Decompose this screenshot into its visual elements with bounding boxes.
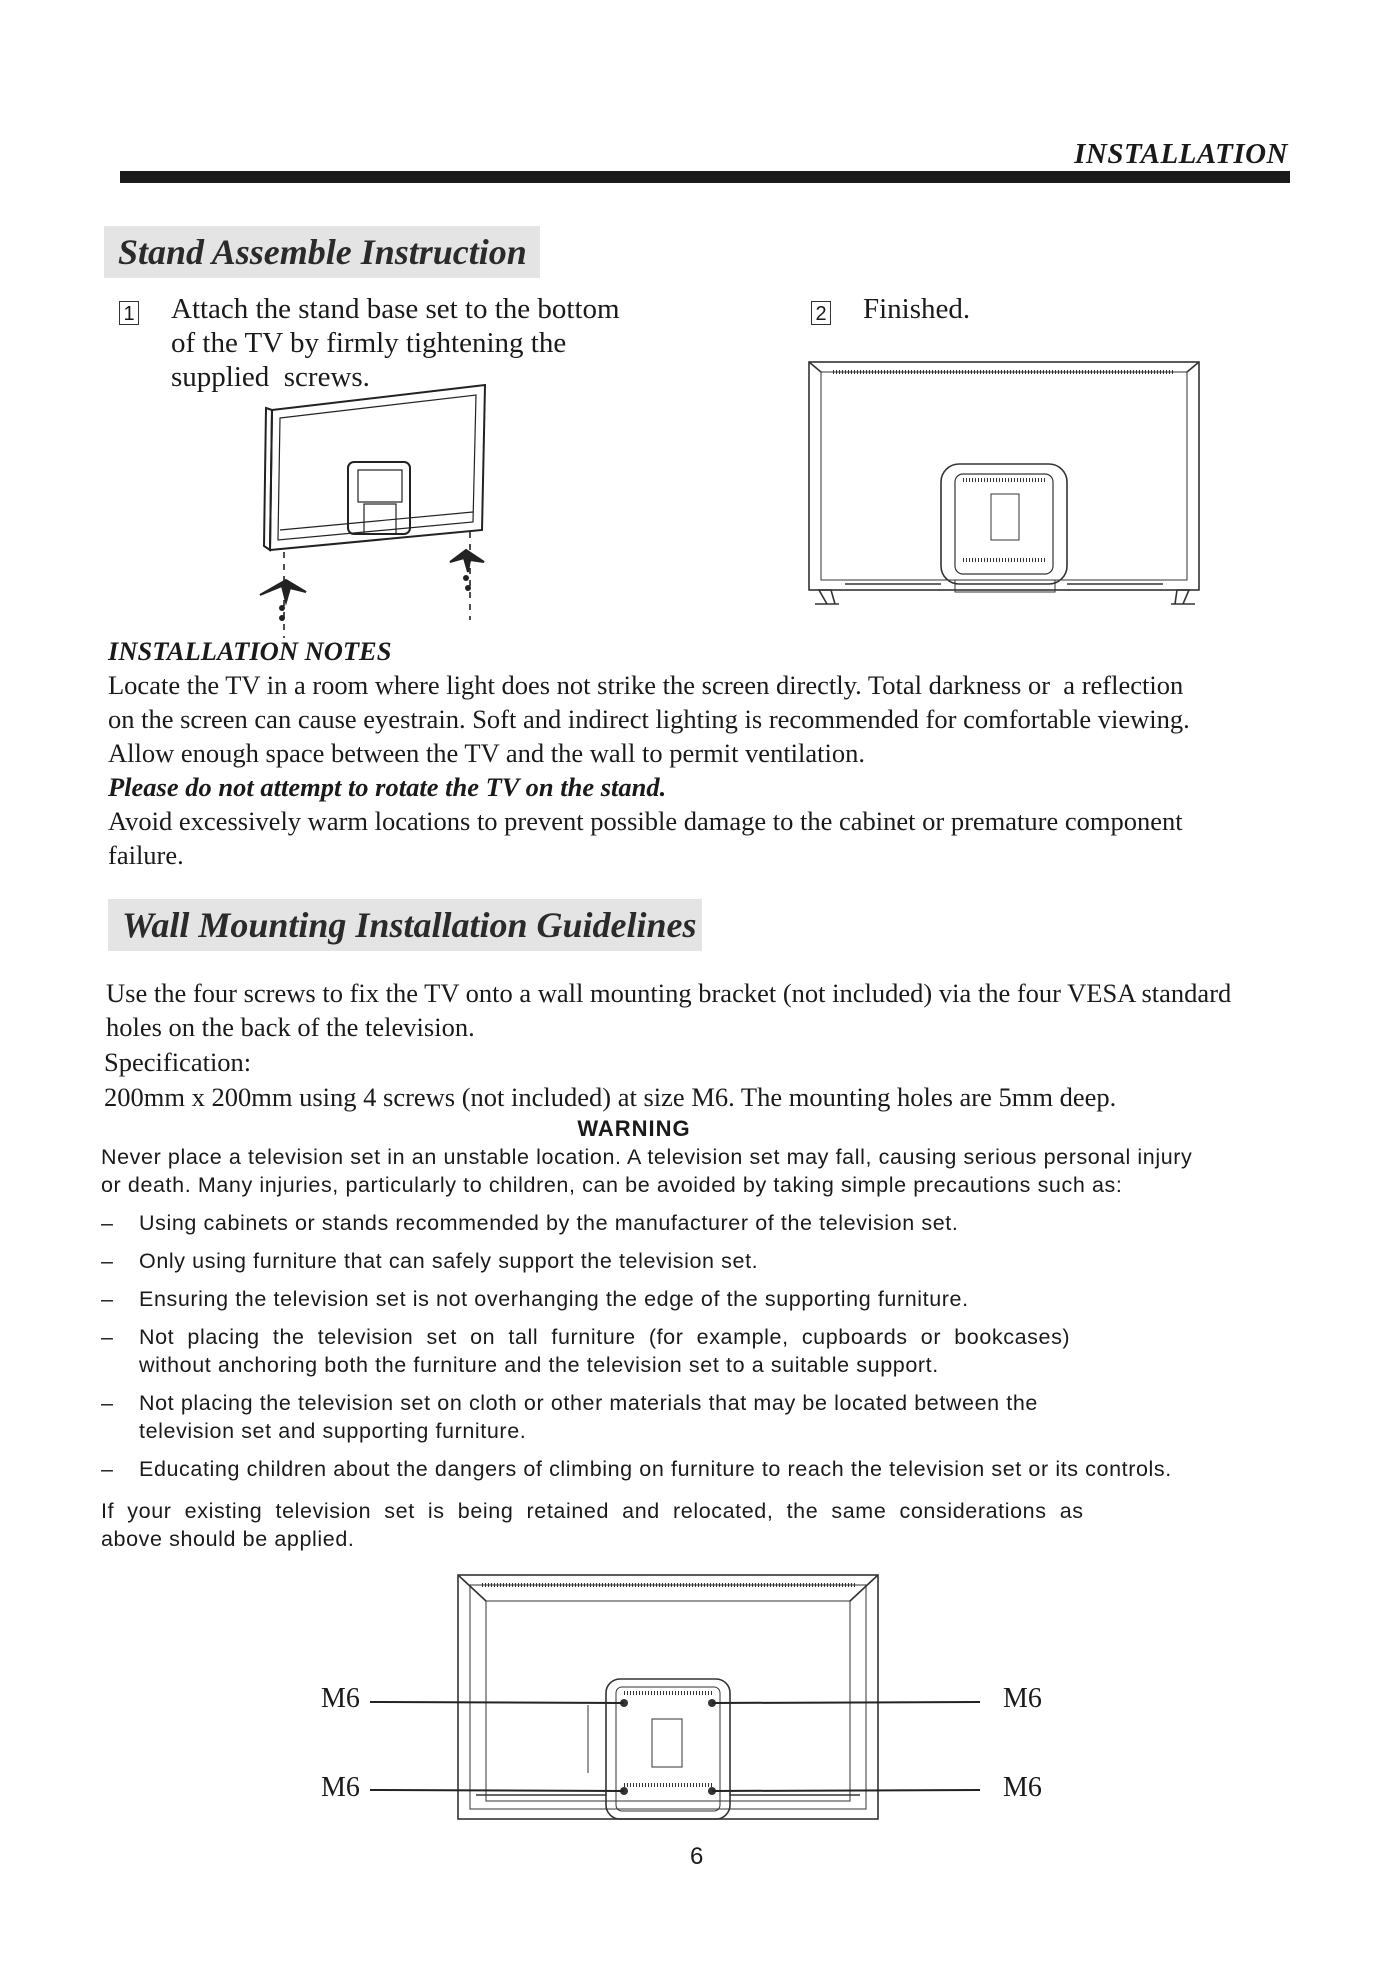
notes-line: Allow enough space between the TV and the wall to permit ventilation. — [108, 738, 866, 768]
screw-icon — [463, 575, 469, 581]
left-stand-foot — [260, 580, 306, 602]
warning-outro — [101, 1497, 1361, 1553]
stand-section-heading: Stand Assemble Instruction — [104, 226, 540, 278]
notes-heading: INSTALLATION NOTES — [108, 636, 392, 666]
warning-title: WARNING — [577, 1116, 691, 1141]
step-2-text: Finished. — [863, 293, 971, 325]
m6-label-bottom-right: M6 — [1003, 1772, 1042, 1803]
tv-back-panel — [270, 385, 485, 550]
header-rule — [120, 171, 1290, 183]
step-2-number: 2 — [811, 301, 831, 325]
m6-label-top-left: M6 — [321, 1683, 360, 1714]
tv-outer-frame — [809, 362, 1199, 590]
m6-label-bottom-left: M6 — [321, 1772, 360, 1803]
spec-label: Specification: — [104, 1047, 252, 1077]
m6-label-top-right: M6 — [1003, 1683, 1042, 1714]
screw-icon — [279, 615, 285, 621]
warning-intro — [101, 1143, 1361, 1199]
list-item: – Not placing the television set on tall furniture (for example, cupboards or bookcases) without anchoring both the furniture and the television set to a suitable support. — [101, 1325, 1071, 1377]
wall-line: holes on the back of the television. — [106, 1012, 475, 1042]
leader-line — [370, 1702, 624, 1703]
spec-text: 200mm x 200mm using 4 screws (not included) at size M6. The mounting holes are 5mm deep. — [104, 1082, 1117, 1112]
leader-line — [712, 1702, 980, 1703]
step-1-line: supplied screws. — [171, 361, 370, 393]
installation-notes — [108, 634, 1308, 872]
warning-intro-line: Never place a television set in an unstable location. A television set may fall, causing serious personal injury — [101, 1145, 1193, 1169]
step-1-line: of the TV by firmly tightening the — [171, 327, 567, 359]
page-section-title: INSTALLATION — [1074, 138, 1288, 170]
notes-line: on the screen can cause eyestrain. Soft and indirect lighting is recommended for comfortable viewing. — [108, 704, 1190, 734]
notes-emphasis: Please do not attempt to rotate the TV on the stand. — [108, 772, 667, 802]
list-item: – Educating children about the dangers of climbing on furniture to reach the television set or its controls. — [101, 1457, 1172, 1481]
wall-section-heading: Wall Mounting Installation Guidelines — [108, 899, 702, 951]
wall-mount-text — [106, 976, 1326, 1044]
screw-icon — [279, 605, 285, 611]
list-item: – Only using furniture that can safely support the television set. — [101, 1249, 759, 1273]
warning-intro-line: or death. Many injuries, particularly to children, can be avoided by taking simple precautions such as: — [101, 1173, 1123, 1197]
step-1-number: 1 — [119, 301, 139, 325]
step-1-text — [171, 292, 620, 394]
list-item: – Not placing the television set on cloth or other materials that may be located between the television set and supporting furniture. — [101, 1391, 1038, 1443]
screw-icon — [465, 585, 471, 591]
stand-attach-illustration — [240, 380, 500, 640]
leader-line — [370, 1790, 624, 1791]
leader-line — [712, 1790, 980, 1791]
finished-tv-illustration — [805, 358, 1205, 614]
notes-line: Avoid excessively warm locations to prevent possible damage to the cabinet or premature component — [108, 806, 1183, 836]
warning-outro-line: above should be applied. — [101, 1527, 355, 1551]
notes-line: failure. — [108, 840, 184, 870]
notes-line: Locate the TV in a room where light does not strike the screen directly. Total darkness or a reflection — [108, 670, 1184, 700]
wall-line: Use the four screws to fix the TV onto a wall mounting bracket (not included) via the four VESA standard — [106, 978, 1232, 1008]
step-1-line: Attach the stand base set to the bottom — [171, 293, 620, 325]
warning-outro-line: If your existing television set is being retained and relocated, the same considerations as — [101, 1499, 1084, 1523]
right-stand-foot — [450, 550, 484, 572]
right-foot — [1171, 590, 1195, 604]
screw-leader-lines — [370, 1690, 990, 1800]
left-foot — [815, 590, 839, 604]
list-item: – Using cabinets or stands recommended by the manufacturer of the television set. — [101, 1211, 959, 1235]
page-number: 6 — [690, 1843, 704, 1870]
list-item: – Ensuring the television set is not overhanging the edge of the supporting furniture. — [101, 1287, 969, 1311]
precautions-list — [101, 1209, 1361, 1493]
rear-mount-cover — [941, 464, 1067, 584]
